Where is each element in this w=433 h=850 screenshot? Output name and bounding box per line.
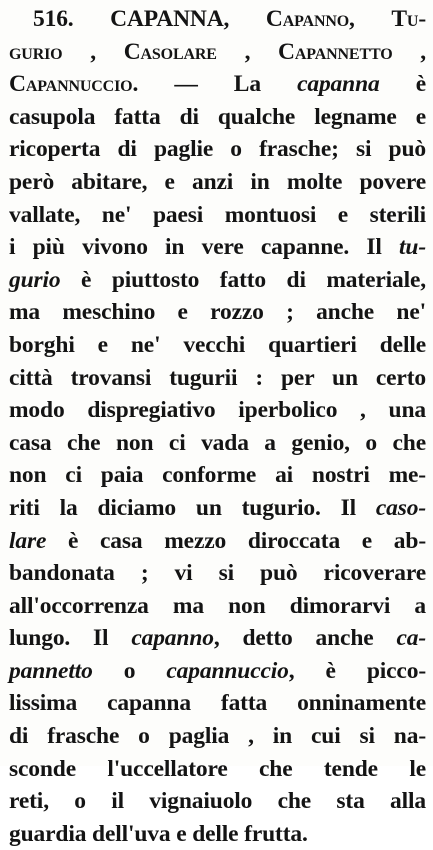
text-line	[9, 101, 426, 134]
text-line	[9, 622, 426, 655]
entry-number: 516.	[33, 6, 74, 32]
text-run: bandonata ; vi si può ricoverare	[9, 560, 426, 587]
text-run: , detto anche	[213, 625, 397, 652]
text-line	[9, 133, 426, 166]
text-run: all'occorrenza ma non dimorarvi a	[9, 592, 426, 619]
text-run: di frasche o paglia , in cui si na-	[9, 723, 426, 750]
italic-term: capannuccio	[166, 657, 289, 684]
text-run: o	[92, 657, 167, 684]
text-line	[9, 590, 426, 623]
text-run: lissima capanna fatta onninamente	[9, 690, 426, 717]
text-line	[9, 427, 426, 460]
text-run: reti, o il vignaiuolo che sta alla	[9, 788, 426, 815]
text-line	[9, 655, 426, 688]
text-line	[9, 68, 426, 101]
text-run: ,	[349, 6, 392, 32]
text-run: , è picco-	[288, 657, 426, 684]
text-run: è piuttosto fatto di materiale,	[60, 266, 426, 293]
text-line	[9, 394, 426, 427]
italic-term: capanno	[131, 625, 214, 652]
text-line	[9, 687, 426, 720]
synonym-headword: Capannuccio	[9, 71, 133, 98]
synonym-headword: Casolare	[123, 38, 217, 65]
text-run: ,	[216, 38, 279, 65]
text-run: non ci paia conforme ai nostri me-	[9, 462, 426, 489]
italic-term: capanna	[297, 71, 380, 98]
text-run: riti la diciamo un tugurio. Il	[9, 494, 376, 521]
text-run: vallate, ne' paesi montuosi e sterili	[9, 201, 426, 228]
text-run: però abitare, e anzi in molte povere	[9, 168, 426, 195]
text-line	[9, 818, 426, 850]
italic-term: caso-	[375, 494, 426, 521]
text-run: è casa mezzo diroccata e ab-	[46, 527, 426, 554]
text-run: . — La	[132, 71, 298, 98]
synonym-headword: Tu-	[391, 6, 426, 32]
text-run: casupola fatta di qualche legname e	[9, 103, 426, 130]
text-line	[9, 199, 426, 232]
dictionary-entry	[9, 3, 426, 850]
italic-term: ca-	[396, 625, 426, 652]
text-line	[9, 329, 426, 362]
text-line	[9, 36, 426, 69]
synonym-headword: gurio	[9, 38, 63, 65]
italic-term: gurio	[9, 266, 61, 293]
text-line	[9, 264, 426, 297]
text-line	[9, 525, 426, 558]
text-line	[9, 296, 426, 329]
text-line	[9, 720, 426, 753]
text-run: città trovansi tugurii : per un certo	[9, 364, 426, 391]
italic-term: tu-	[399, 234, 426, 261]
text-line	[9, 557, 426, 590]
text-line	[9, 3, 426, 36]
text-line	[9, 753, 426, 786]
text-run: è	[379, 71, 427, 98]
synonym-headword: Capannetto	[278, 38, 393, 65]
text-line	[9, 459, 426, 492]
text-line	[9, 166, 426, 199]
text-run: guardia dell'uva e delle frutta.	[9, 820, 308, 847]
text-run: lungo. Il	[9, 625, 132, 652]
text-run: i più vivono in vere capanne. Il	[9, 234, 400, 261]
text-line	[9, 492, 426, 525]
text-run: ,	[62, 38, 124, 65]
text-run: ricoperta di paglie o frasche; si può	[9, 136, 426, 163]
text-line	[9, 362, 426, 395]
italic-term: pannetto	[9, 657, 93, 684]
text-run: borghi e ne' vecchi quartieri delle	[9, 331, 426, 358]
text-line	[9, 785, 426, 818]
text-line	[9, 231, 426, 264]
entry-headword: CAPANNA,	[73, 6, 266, 32]
text-run: ,	[392, 38, 426, 65]
italic-term: lare	[9, 527, 47, 554]
text-run: ma meschino e rozzo ; anche ne'	[9, 299, 426, 326]
synonym-headword: Capanno	[265, 6, 350, 32]
text-run: modo dispregiativo iperbolico , una	[9, 397, 426, 424]
text-run: casa che non ci vada a genio, o che	[9, 429, 426, 456]
text-run: sconde l'uccellatore che tende le	[9, 755, 426, 782]
